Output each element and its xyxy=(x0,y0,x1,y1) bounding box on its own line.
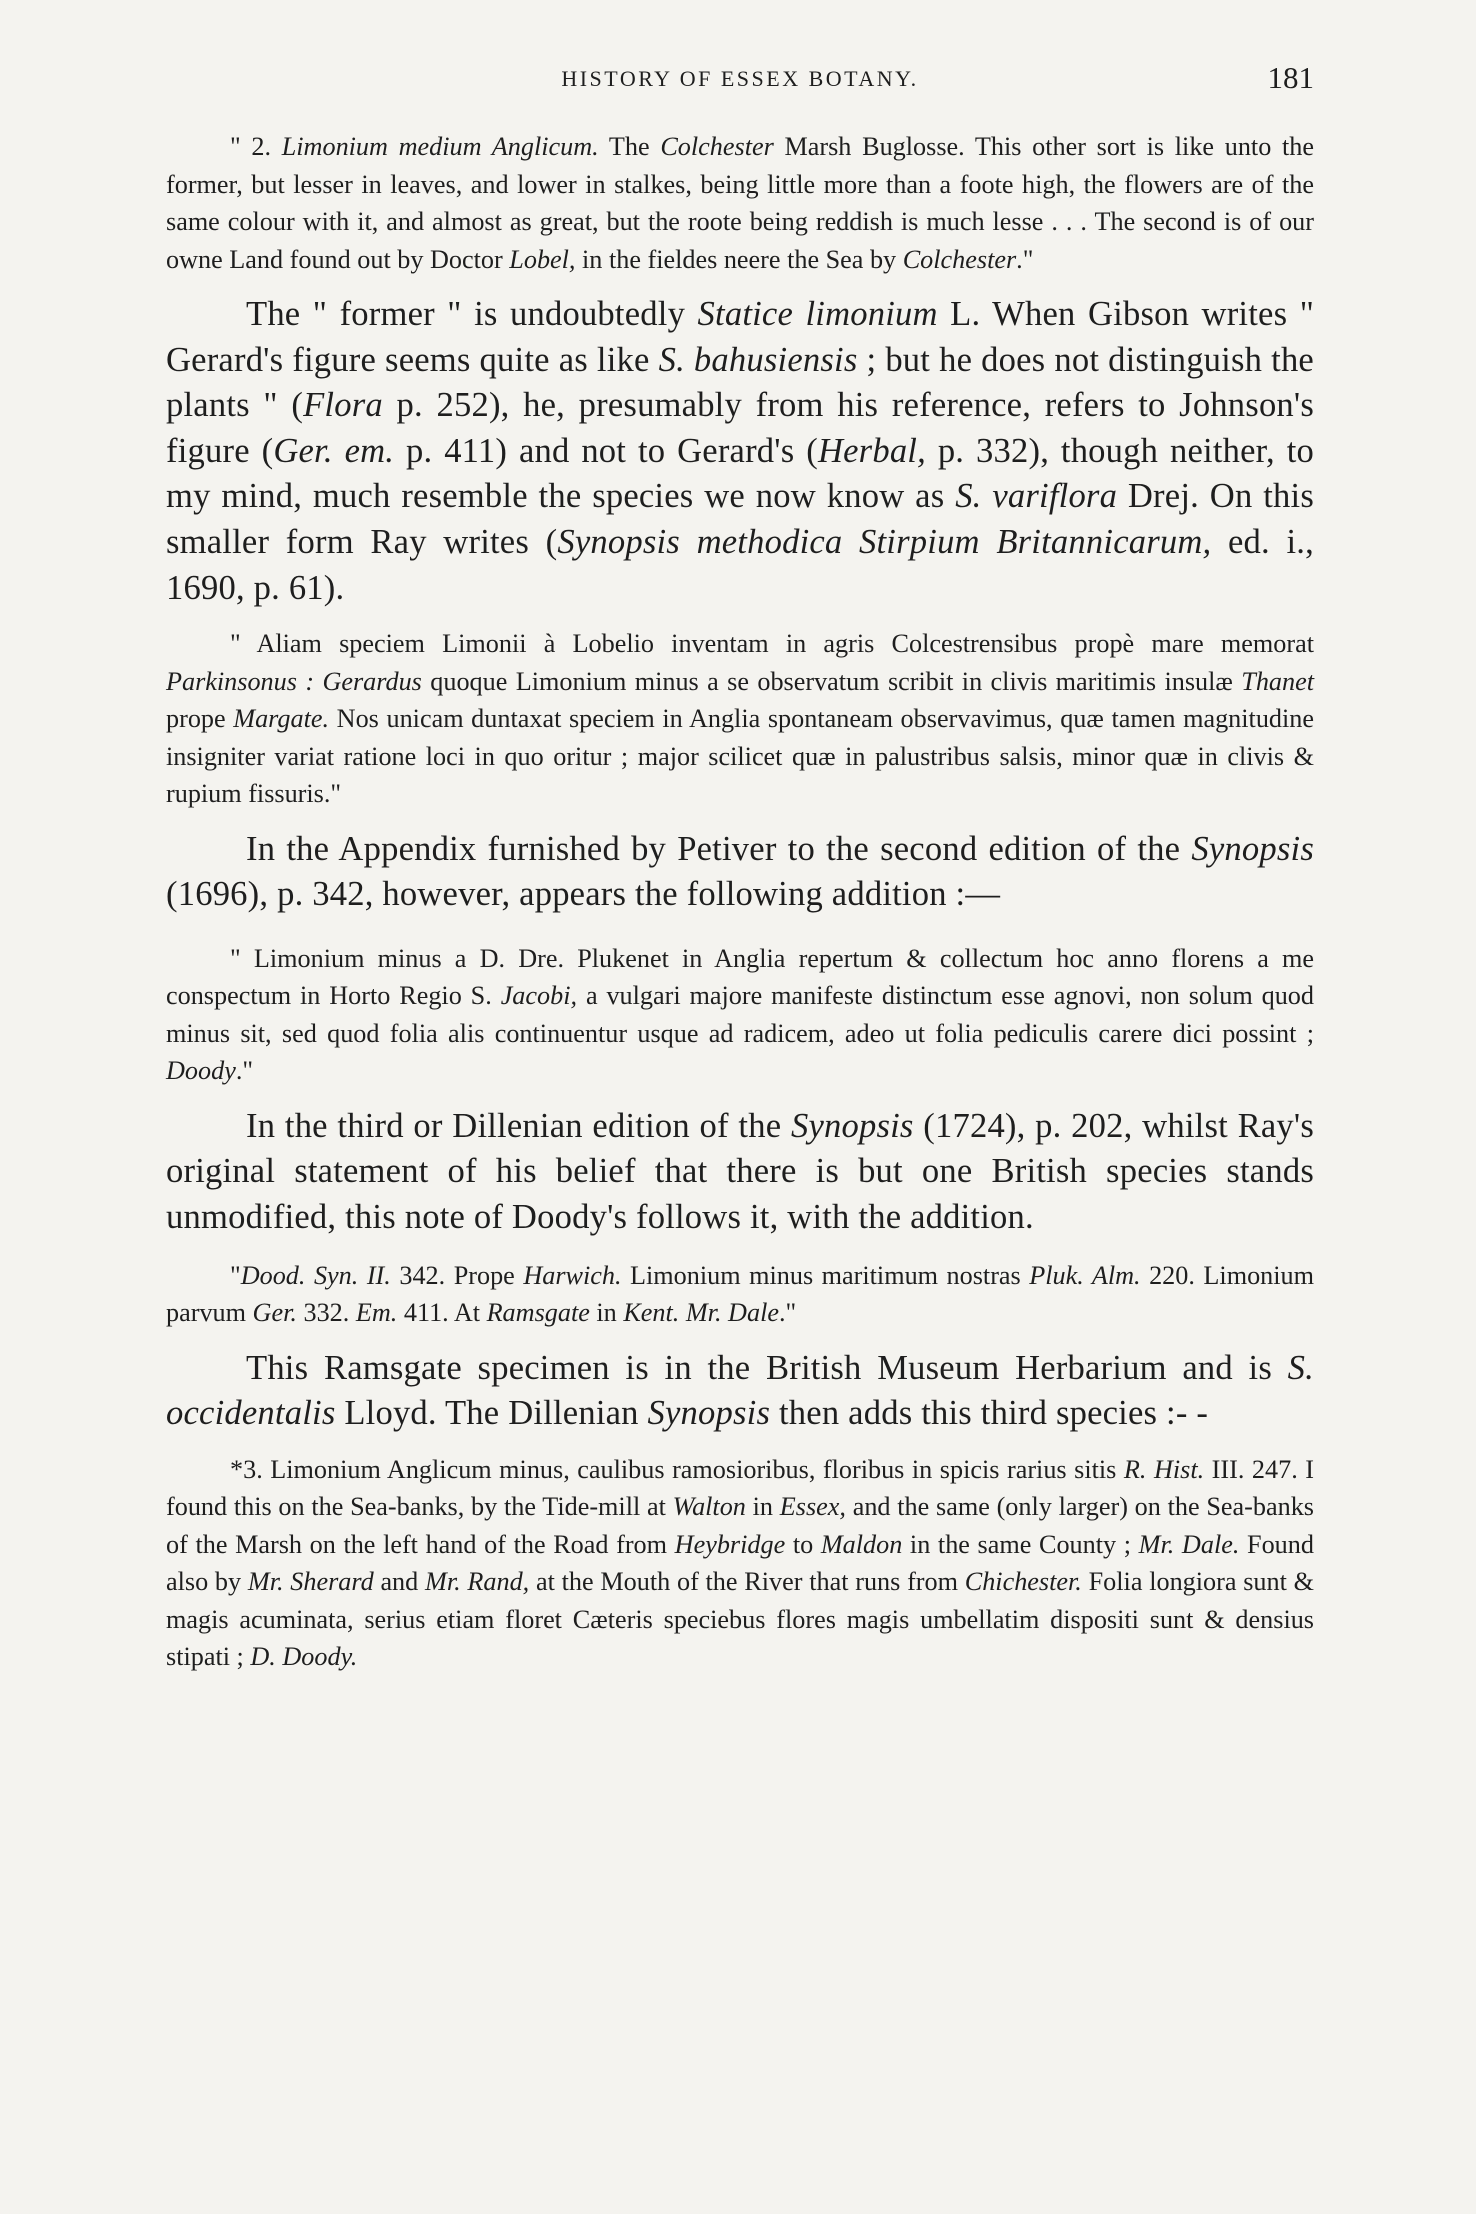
text-run: In the Appendix furnished by Petiver to the second edition of the xyxy=(246,829,1192,868)
italic-run: Chichester. xyxy=(964,1567,1082,1597)
text-run: p. 332), though neither, to my mind, much resemble the species we now know as xyxy=(166,431,1314,516)
text-run: p. 411) and not to Gerard's ( xyxy=(394,431,818,470)
text-run: ed. i., 1690, p. 61). xyxy=(166,522,1314,607)
text-run: Folia longiora sunt & magis acuminata, serius etiam floret Cæteris speciebus flores magis umbellatim dispositi sunt & densius stipati ; xyxy=(166,1567,1314,1672)
italic-run: Margate. xyxy=(233,704,330,734)
italic-run: Synopsis xyxy=(790,1106,914,1145)
text-run: Limonium minus maritimum nostras xyxy=(621,1260,1030,1290)
page-header xyxy=(166,60,1314,100)
italic-run: Synopsis xyxy=(647,1394,771,1433)
text-run: " Aliam speciem Limonii à Lobelio inventam in agris Colcestrensibus propè mare memorat xyxy=(230,629,1314,659)
italic-run: Ger. em. xyxy=(273,431,395,470)
text-run: 342. Prope xyxy=(390,1260,524,1290)
quote-third-species xyxy=(166,1451,1314,1676)
text-run: L. When Gibson writes " Gerard's figure seems quite as like xyxy=(166,295,1315,379)
italic-run: Mr. Rand, xyxy=(425,1567,530,1597)
quote-doody xyxy=(166,1257,1314,1332)
text-run: Lloyd. The Dillenian xyxy=(335,1394,648,1433)
text-run: III. 247. I found this on the Sea-banks, by the Tide-mill at xyxy=(166,1454,1315,1522)
paragraph-statice xyxy=(166,292,1314,611)
italic-run: S. bahusiensis xyxy=(658,340,858,379)
italic-run: S. variflora xyxy=(955,477,1118,516)
italic-run: Kent. Mr. Dale xyxy=(623,1298,779,1328)
text-run: in xyxy=(589,1298,624,1328)
text-run: in the fieldes neere the Sea by xyxy=(575,244,903,274)
text-run: ." xyxy=(235,1056,254,1086)
italic-run: Statice limonium xyxy=(697,295,938,333)
italic-run: Colchester xyxy=(660,132,774,161)
italic-run: Harwich. xyxy=(523,1260,622,1290)
text-run: a vulgari majore manifeste distinctum esse agnovi, non solum quod minus sit, sed quod folia alis continuentur usque ad radicem, adeo ut folia pediculis carere dici possint ; xyxy=(166,981,1314,1048)
text-run: quoque Limonium minus a se observatum scribit in clivis maritimis insulæ xyxy=(421,666,1242,696)
italic-run: Doody xyxy=(166,1056,236,1086)
text-run: (1696), p. 342, however, appears the following addition :— xyxy=(166,875,1001,914)
text-run: ." xyxy=(1016,244,1034,274)
italic-run: Pluk. Alm. xyxy=(1029,1260,1141,1290)
text-run: ; but he does not distinguish the plants " ( xyxy=(166,340,1314,425)
italic-run: Thanet xyxy=(1241,666,1315,696)
text-run: at the Mouth of the River that runs from xyxy=(529,1567,965,1597)
quote-plukenet xyxy=(166,940,1314,1090)
text-run: and xyxy=(373,1567,425,1597)
italic-run: Dood. Syn. II. xyxy=(240,1260,391,1290)
italic-run: Maldon xyxy=(820,1529,903,1559)
quote-ray xyxy=(166,625,1314,813)
text-run: and the same (only larger) on the Sea-banks of the Marsh on the left hand of the Road from xyxy=(166,1492,1314,1559)
italic-run: Essex, xyxy=(779,1492,846,1522)
italic-run: Em. xyxy=(355,1298,398,1328)
italic-run: Ger. xyxy=(252,1298,297,1328)
text-run: " Limonium minus a D. Dre. Plukenet in Anglia repertum & collectum hoc anno florens a me conspectum in Horto Regio S. xyxy=(166,943,1314,1011)
text-run: ." xyxy=(778,1298,797,1328)
text-run: In the third or Dillenian edition of the xyxy=(246,1106,791,1145)
text-run: Nos unicam duntaxat speciem in Anglia spontaneam observavimus, quæ tamen magnitudine insigniter variat ratione loci in quo oritur ; major scilicet quæ in palustribus salsis, minor quæ in clivis & rupium fissuris." xyxy=(166,704,1314,809)
italic-run: Lobel, xyxy=(509,244,576,274)
text-run: " xyxy=(230,1260,241,1290)
page-number: 181 xyxy=(1267,60,1314,95)
text-run: then adds this third species :- - xyxy=(770,1394,1209,1433)
italic-run: Heybridge xyxy=(674,1529,786,1559)
italic-run: Flora xyxy=(303,386,383,425)
text-run: *3. Limonium Anglicum minus, caulibus ramosioribus, floribus in spicis rarius sitis xyxy=(230,1454,1124,1484)
italic-run: Mr. Sherard xyxy=(247,1567,374,1597)
text-run: prope xyxy=(166,704,234,734)
text-run: (1724), p. 202, whilst Ray's original statement of his belief that there is but one British species stands unmodified, this note of Doody's follows it, with the addition. xyxy=(166,1106,1314,1237)
italic-run: Walton xyxy=(672,1492,746,1522)
italic-run: Herbal, xyxy=(817,431,926,470)
page-body xyxy=(166,128,1314,1676)
text-run: in xyxy=(745,1492,780,1522)
italic-run: Ramsgate xyxy=(486,1298,590,1328)
paragraph-ramsgate xyxy=(166,1346,1314,1437)
text-run: in the same County ; xyxy=(902,1529,1139,1559)
paragraph-dillenian xyxy=(166,1104,1314,1241)
text-run: Drej. On this smaller form Ray writes ( xyxy=(166,477,1314,561)
text-run: Marsh Buglosse. This other sort is like unto the former, but lesser in leaves, and lower in stalkes, being little more than a foote high, the flowers are of the same colour with it, and almost as great, but the roote being reddish is much lesse . . . The second is of our owne Land found out by Doctor xyxy=(166,132,1314,274)
text-run: This Ramsgate specimen is in the British Museum Herbarium and is xyxy=(246,1348,1288,1387)
text-run: 220. Limonium parvum xyxy=(166,1260,1314,1328)
italic-run: Synopsis xyxy=(1191,829,1314,868)
quote-gerard xyxy=(166,128,1314,278)
running-head: HISTORY OF ESSEX BOTANY. xyxy=(561,66,919,91)
italic-run: Synopsis methodica Stirpium Britannicarum, xyxy=(557,522,1212,561)
italic-run: S. occidentalis xyxy=(166,1348,1314,1433)
italic-run: Jacobi, xyxy=(500,981,578,1011)
text-run: 332. xyxy=(296,1298,356,1328)
text-run: 411. At xyxy=(397,1298,487,1328)
text-run: to xyxy=(785,1529,821,1559)
italic-run: R. Hist. xyxy=(1123,1454,1205,1484)
italic-run: D. Doody. xyxy=(250,1642,358,1672)
italic-run: Parkinsonus : Gerardus xyxy=(166,666,422,696)
text-run: " 2. xyxy=(230,132,282,161)
text-run: Found also by xyxy=(166,1529,1314,1597)
text-run: The xyxy=(598,132,661,161)
text-run: p. 252), he, presumably from his reference, refers to Johnson's figure ( xyxy=(166,386,1315,470)
italic-run: Colchester xyxy=(902,244,1017,274)
italic-run: Limonium medium Anglicum. xyxy=(281,132,599,161)
text-run: The " former " is undoubtedly xyxy=(246,295,698,333)
paragraph-appendix xyxy=(166,827,1314,918)
italic-run: Mr. Dale. xyxy=(1138,1529,1240,1559)
